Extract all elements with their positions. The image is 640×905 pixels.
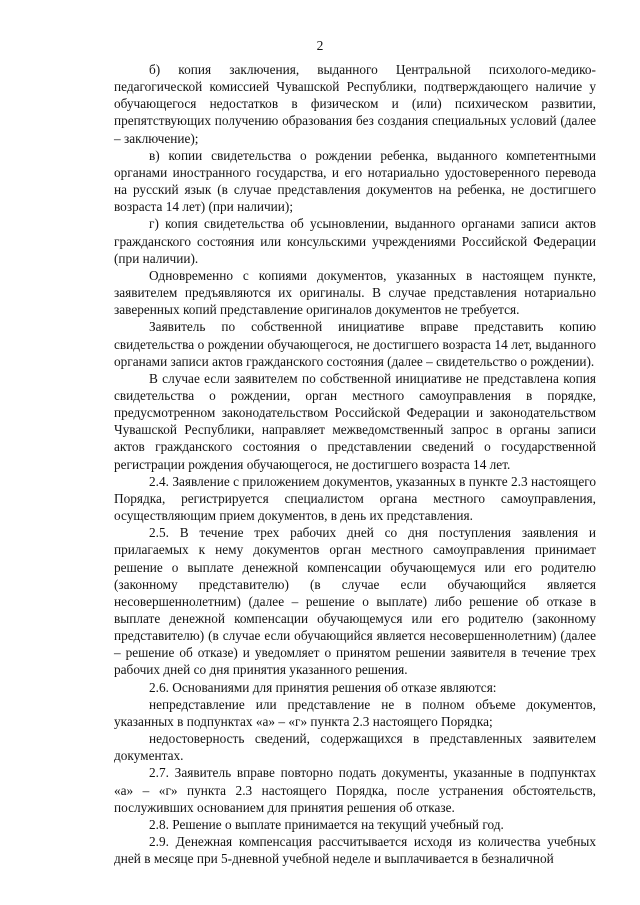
paragraph-v-birth-certificate-foreign: в) копии свидетельства о рождении ребенка, выданного компетентными органами иностранного государства, и его нотариально удостоверенного перевода на русский язык (в случае представления документов на ребенка, не достигшего возраста 14 лет) (при наличии); [114, 147, 596, 215]
paragraph-2-5: 2.5. В течение трех рабочих дней со дня поступления заявления и прилагаемых к нему документов орган местного самоуправления принимает решение о выплате денежной компенсации обучающемуся или его родителю (законному представителю) (в случае если обучающийся является несовершеннолетним) (далее – решение о выплате) либо решение об отказе в выплате денежной компенсации обучающемуся или его родителю (законному представителю) (в случае если обучающийся является несовершеннолетним) (далее – решение об отказе) и уведомляет о принятом решении заявителя в течение трех рабочих дней со дня принятия указанного решения. [114, 525, 596, 678]
paragraph-g-adoption-certificate: г) копия свидетельства об усыновлении, выданного органами записи актов гражданского состояния или консульскими учреждениями Российской Федерации (при наличии). [114, 216, 596, 266]
paragraph-originals: Одновременно с копиями документов, указанных в настоящем пункте, заявителем предъявляются их оригиналы. В случае представления нотариально заверенных копий представление оригиналов документов не требуется. [114, 267, 596, 318]
paragraph-2-9: 2.9. Денежная компенсация рассчитывается исходя из количества учебных дней в месяце при 5-дневной учебной неделе и выплачивается в безналичной [114, 834, 596, 867]
paragraph-2-4: 2.4. Заявление с приложением документов, указанных в пункте 2.3 настоящего Порядка, регистрируется специалистом органа местного самоуправления, осуществляющим прием документов, в день их представления. [114, 473, 596, 524]
paragraph-2-6: 2.6. Основаниями для принятия решения об отказе являются: [149, 679, 497, 695]
page-number: 2 [316, 38, 324, 53]
paragraph-refusal-ground-2: недостоверность сведений, содержащихся в представленных заявителем документах. [114, 731, 596, 764]
paragraph-interagency-request: В случае если заявителем по собственной инициативе не представлена копия свидетельства о рождении, орган местного самоуправления в порядке, предусмотренном законодательством Российской Федерации и законодательством Чувашской Республики, направляет межведомственный запрос в органы записи актов гражданского состояния о представлении сведений о государственной регистрации рождения обучающегося, не достигшего возраста 14 лет. [114, 370, 596, 472]
paragraph-2-7: 2.7. Заявитель вправе повторно подать документы, указанные в подпунктах «а» – «г» пункта 2.3 настоящего Порядка, после устранения обстоятельств, послуживших основанием для принятия решения об отказе. [114, 765, 596, 815]
paragraph-refusal-ground-1: непредставление или представление не в полном объеме документов, указанных в подпунктах «а» – «г» пункта 2.3 настоящего Порядка; [114, 696, 596, 729]
paragraph-own-initiative: Заявитель по собственной инициативе вправе представить копию свидетельства о рождении обучающегося, не достигшего возраста 14 лет, выданного органами записи актов гражданского состояния (далее – свидетельство о рождении). [114, 319, 596, 369]
paragraph-2-8: 2.8. Решение о выплате принимается на текущий учебный год. [149, 816, 504, 832]
paragraph-b-conclusion: б) копия заключения, выданного Центральной психолого-медико-педагогической комиссией Чувашской Республики, подтверждающего наличие у обучающегося недостатков в физическом и (или) психическом развитии, препятствующих получению образования без создания специальных условий (далее – заключение); [114, 62, 596, 146]
document-body [114, 61, 596, 867]
